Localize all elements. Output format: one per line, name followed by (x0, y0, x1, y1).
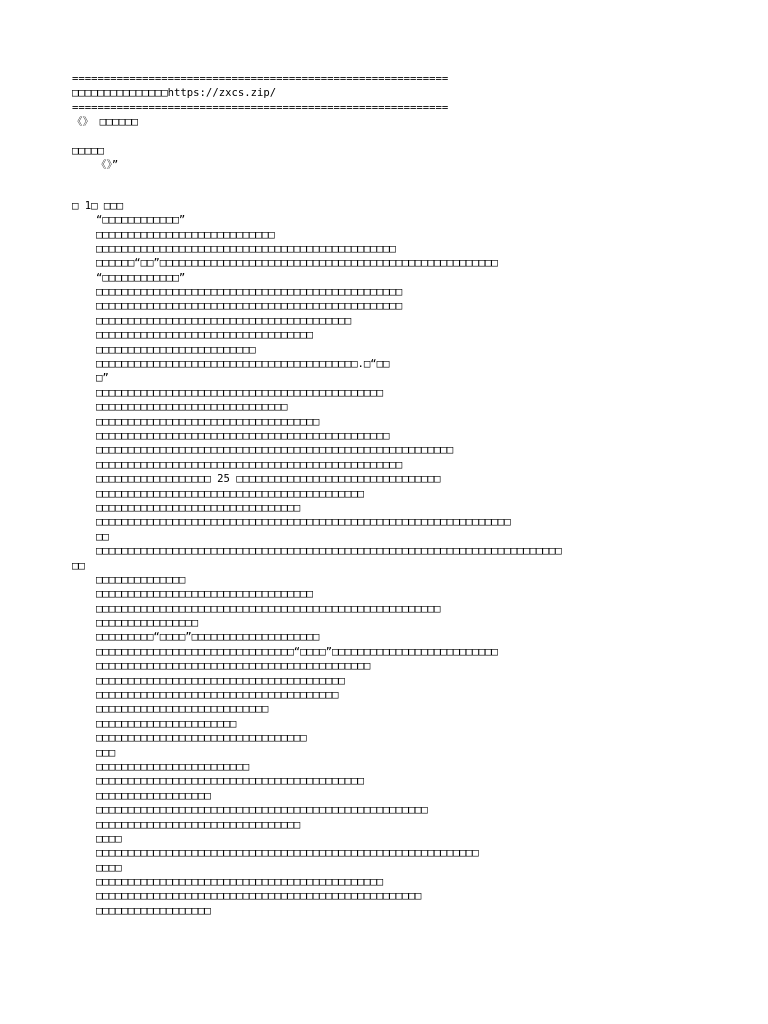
paragraph-line: □□□□□□□□□□□□□□□□□□□□□□□□□□□□□□□□□□□□□□□□□□□□□□□□□□□□□□□□□□□□□□□□□□□□□□□□□ (96, 545, 562, 558)
intro-text: 《》” (96, 159, 119, 172)
paragraph-line: □□□□□□□□□□□□□□□□□□□□□□□□□□□□□□□□□□ (96, 588, 313, 601)
paragraph-line: □□□□□□□□□□□□□□□□□□□□□□□□□□□□□□□□□□□□□□□□□□□ (96, 660, 371, 673)
paragraph-line: □□□□□□□□□□□□□□□□□□ (96, 789, 211, 802)
paragraph-line: □□□□□□□□□□□□□□□□□□□□□□□□□□□□□□□□□□ (96, 329, 313, 342)
paragraph-line: □□□□□□“□□”□□□□□□□□□□□□□□□□□□□□□□□□□□□□□□□□□□□□□□□□□□□□□□□□□□□□□ (96, 257, 498, 270)
paragraph-line: □□□□□□□□□□□□□□□□□□□□□□□□□□□□□□□□□□□□□□□□□□ (96, 775, 364, 788)
paragraph-line: □□□□□□□□□□□□□□□□□□□□□□□□□□□□□□□“□□□□”□□□□□□□□□□□□□□□□□□□□□□□□□□ (96, 645, 498, 658)
paragraph-line: “□□□□□□□□□□□□” (96, 271, 186, 284)
paragraph-line: □□□□□□□□□□□□□□□□□□□□□□□□□□□□□□□□□□□□□□□□□□ (96, 487, 364, 500)
paragraph-line: □□□□ (96, 861, 122, 874)
paragraph-line: □□□□□□□□□□□□□□□□□□□□□□□□□□□□□□□□□□□□□□□□ (96, 314, 352, 327)
paragraph-line: □□□□□□□□□□□□□□□□□□□□□□□□□□□□□□□□□□□□□□□ (96, 674, 345, 687)
source-line: □□□□□□□□□□□□□□□https://zxcs.zip/ (72, 87, 277, 100)
paragraph-line: □□□□□□□□□“□□□□”□□□□□□□□□□□□□□□□□□□□ (96, 631, 320, 644)
paragraph-line: □□□□□□□□□□□□□□□□□□□□□□□□□□□□□□□□□□□□□□□□□□□□□ (96, 386, 384, 399)
chapter-body-1 (72, 213, 702, 558)
paragraph-line: □□□□□□□□□□□□□□□□□□□□□□□□□□□ (96, 703, 269, 716)
paragraph-line: □□□□□□□□□□□□□□□□□□□□□□□□□□□□□□□□□□□ (96, 415, 320, 428)
paragraph-line: □□□□□□□□□□□□□□□□□□□□□□□□□□□□□□□□□□□□□□□□□□□□□□□□□□□□□□ (96, 602, 441, 615)
paragraph-line: “□□□□□□□□□□□□” (96, 214, 186, 227)
paragraph-line: □□□ (96, 746, 116, 759)
header-rule-bottom: =========================================================== (72, 101, 449, 114)
paragraph-line: □□□□□□□□□□□□□□□□□□□□□□□□□ (96, 343, 256, 356)
paragraph-line: □□ (96, 530, 109, 543)
paragraph-line: □□□□□□□□□□□□□□ (96, 573, 186, 586)
chapter-heading: □ 1□ □□□ (72, 199, 124, 212)
paragraph-line: □□□□□□□□□□□□□□□□□□□□□□□□□□□□□□□□□□□□□□□□□□□□□□□□ (96, 300, 403, 313)
overflow-line: □□ (72, 559, 85, 572)
paragraph-line: □□□□□□□□□□□□□□□□□□□□□□□□□□□□□□□□□□□□□□□□□□□□□□□ (96, 242, 396, 255)
paragraph-line: □□□□□□□□□□□□□□□□□□□□□□□□□□□□□□□□□□□□□□□□□□□□□□□□ (96, 458, 403, 471)
chapter-body-2 (72, 573, 702, 918)
paragraph-line: □□□□□□□□□□□□□□□□ (96, 617, 199, 630)
paragraph-line: □□□□ (96, 832, 122, 845)
paragraph-line: □□□□□□□□□□□□□□□□□□□□□□ (96, 717, 237, 730)
paragraph-line: □□□□□□□□□□□□□□□□□□□□□□□□□□□□□□□□ (96, 818, 301, 831)
paragraph-line: □□□□□□□□□□□□□□□□□□□□□□□□□□□□□□ (96, 401, 288, 414)
paragraph-line: □□□□□□□□□□□□□□□□□□□□□□□□□□□□□□□□□□□□□□□□□□□□□ (96, 876, 384, 889)
header-rule-top: =========================================================== (72, 73, 449, 85)
paragraph-line: □□□□□□□□□□□□□□□□□□□□□□□□□□□□□□□□□□□□□□□□□□□□□□□□□□□□ (96, 804, 428, 817)
paragraph-line: □□□□□□□□□□□□□□□□□□□□□□□□□□□□□□□□□□□□□□□□□□□□□□□□□□□□□□□□□□□□□□□□□ (96, 516, 511, 529)
paragraph-line: □□□□□□□□□□□□□□□□□□ 25 □□□□□□□□□□□□□□□□□□□□□□□□□□□□□□□□ (96, 473, 441, 486)
paragraph-line: □□□□□□□□□□□□□□□□□□□□□□□□□□□□□□□□ (96, 501, 301, 514)
paragraph-line: □□□□□□□□□□□□□□□□□□□□□□□□□□□□□□□□□□□□□□ (96, 689, 339, 702)
book-title: 《》 □□□□□□ (72, 116, 138, 129)
paragraph-line: □□□□□□□□□□□□□□□□□□□□□□□□ (96, 760, 250, 773)
paragraph-line: □□□□□□□□□□□□□□□□□□□□□□□□□□□□ (96, 228, 275, 241)
paragraph-line: □□□□□□□□□□□□□□□□□□ (96, 904, 211, 917)
paragraph-line: □□□□□□□□□□□□□□□□□□□□□□□□□□□□□□□□□□□□□□□□□□□□□□□□ (96, 286, 403, 299)
paragraph-line: □□□□□□□□□□□□□□□□□□□□□□□□□□□□□□□□□□□□□□□□□.□“□□ (96, 358, 390, 371)
intro-label: □□□□□ (72, 144, 104, 157)
paragraph-line: □□□□□□□□□□□□□□□□□□□□□□□□□□□□□□□□□□□□□□□□□□□□□□□□□□□□□□□□ (96, 444, 454, 457)
paragraph-line: □□□□□□□□□□□□□□□□□□□□□□□□□□□□□□□□□□□□□□□□□□□□□□ (96, 429, 390, 442)
document-page (72, 72, 702, 918)
paragraph-line: □□□□□□□□□□□□□□□□□□□□□□□□□□□□□□□□□□□□□□□□□□□□□□□□□□□□□□□□□□□□ (96, 847, 479, 860)
paragraph-line: □□□□□□□□□□□□□□□□□□□□□□□□□□□□□□□□□ (96, 732, 307, 745)
paragraph-line: □” (96, 372, 109, 385)
paragraph-line: □□□□□□□□□□□□□□□□□□□□□□□□□□□□□□□□□□□□□□□□□□□□□□□□□□□ (96, 890, 422, 903)
